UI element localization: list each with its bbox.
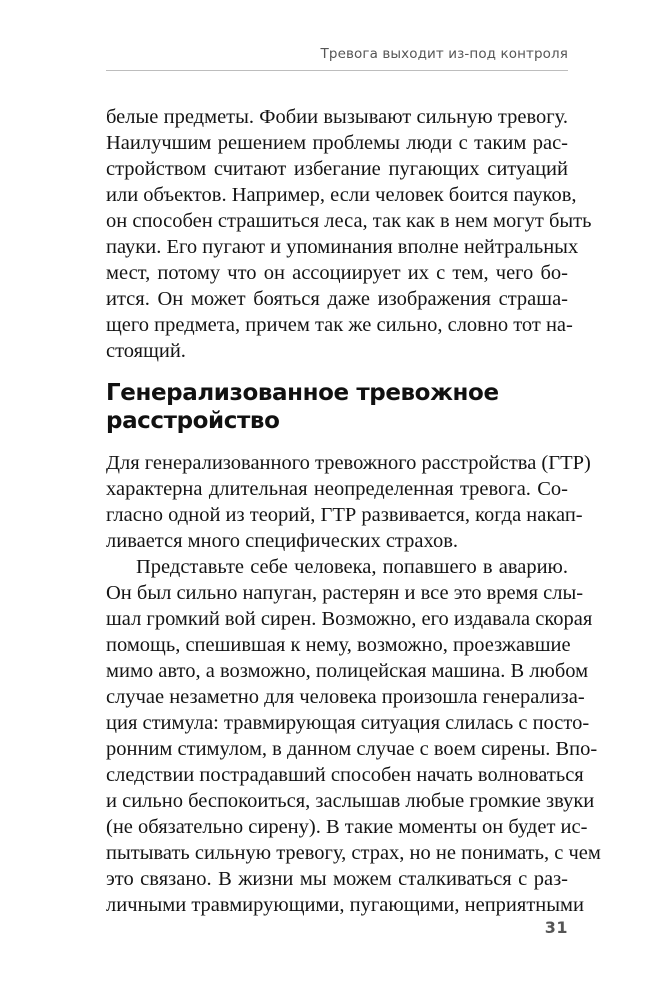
text-line: это связано. В жизни мы можем сталкиваться с раз- (106, 868, 568, 890)
text-line: ция стимула: травмирующая ситуация слилась с посто- (106, 712, 590, 734)
text-line: белые предметы. Фобии вызывают сильную тревогу. (106, 106, 568, 128)
text-line: характерна длительная неопределенная тревога. Со- (106, 478, 568, 500)
text-line: шал громкий вой сирен. Возможно, его издавала скорая (106, 608, 593, 630)
text-line: пауки. Его пугают и упоминания вполне нейтральных (106, 236, 579, 258)
text-line: Для генерализованного тревожного расстройства (ГТР) (106, 452, 591, 474)
text-line: стройством считают избегание пугающих ситуаций (106, 158, 568, 180)
text-line: ится. Он может бояться даже изображения страша- (106, 288, 568, 310)
page-number: 31 (544, 918, 568, 937)
section-heading-line: Генерализованное тревожное (106, 380, 499, 406)
text-line: помощь, спешившая к нему, возможно, проезжавшие (106, 634, 571, 656)
text-line: личными травмирующими, пугающими, неприятными (106, 894, 584, 916)
section-heading-line: расстройство (106, 408, 280, 434)
running-head: Тревога выходит из-под контроля (320, 46, 568, 62)
text-line: щего предмета, причем так же сильно, словно тот на- (106, 314, 573, 336)
text-line: ронним стимулом, в данном случае с воем сирены. Впо- (106, 738, 598, 760)
text-line: Он был сильно напуган, растерян и все это время слы- (106, 582, 584, 604)
header-rule (106, 70, 568, 71)
text-line: стоящий. (106, 340, 186, 362)
text-line: мест, потому что он ассоциирует их с тем, чего бо- (106, 262, 568, 284)
text-line: случае незаметно для человека произошла генерализа- (106, 686, 585, 708)
text-line: Представьте себе человека, попавшего в аварию. (136, 556, 568, 578)
text-line: мимо авто, а возможно, полицейская машина. В любом (106, 660, 589, 682)
text-line: и сильно беспокоиться, заслышав любые громкие звуки (106, 790, 595, 812)
text-line: ливается много специфических страхов. (106, 530, 459, 552)
text-line: (не обязательно сирену). В такие моменты он будет ис- (106, 816, 588, 838)
text-line: он способен страшиться леса, так как в нем могут быть (106, 210, 592, 232)
text-line: Наилучшим решением проблемы люди с таким рас- (106, 132, 568, 154)
text-line: гласно одной из теорий, ГТР развивается, когда накап- (106, 504, 583, 526)
text-line: или объектов. Например, если человек боится пауков, (106, 184, 577, 206)
text-line: пытывать сильную тревогу, страх, но не понимать, с чем (106, 842, 601, 864)
text-line: следствии пострадавший способен начать волноваться (106, 764, 584, 786)
